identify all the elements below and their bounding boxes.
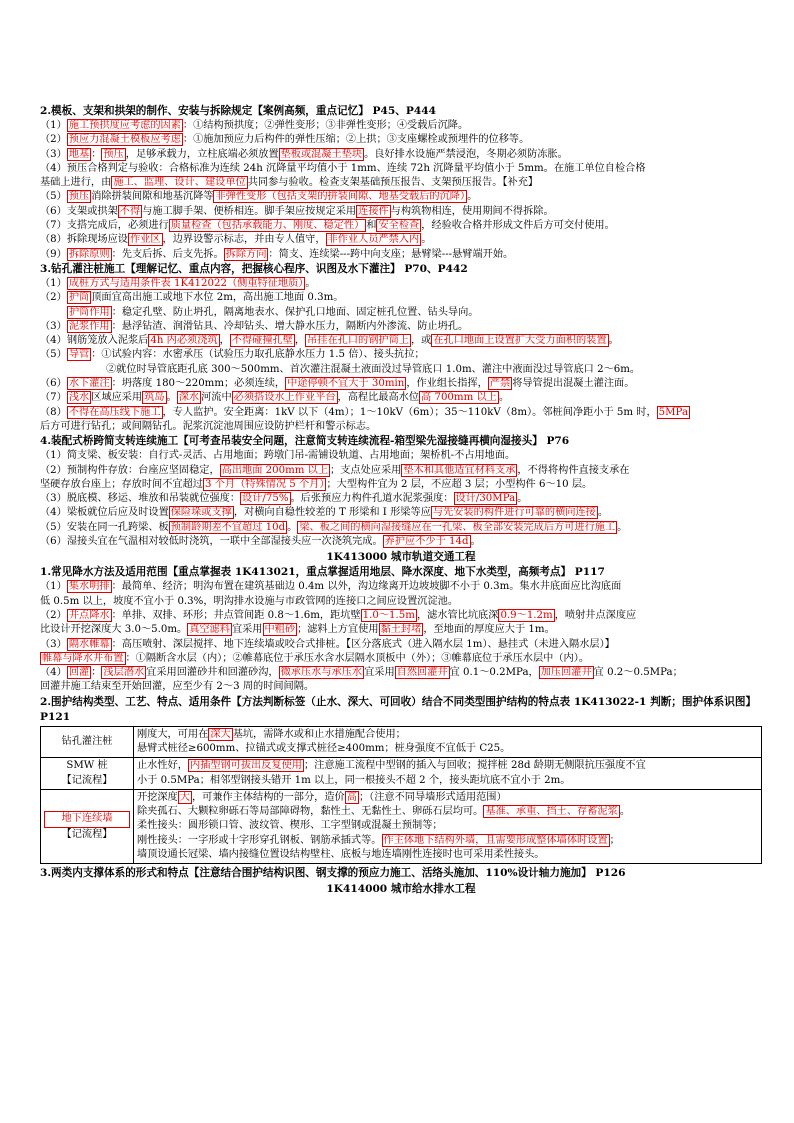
text-segment: （6）支架或拱架	[40, 205, 118, 217]
key-point-highlight: 黏土封堵	[380, 624, 422, 636]
key-point-highlight: 4h 内必须浇筑	[150, 335, 218, 347]
text-segment: （1）	[40, 277, 67, 289]
text-segment: 消除拼装间隙和地基沉降等	[91, 191, 214, 203]
text-line	[40, 406, 762, 420]
text-line	[40, 219, 762, 233]
text-line	[40, 391, 762, 405]
key-point-highlight: 不得在高压线下施工	[68, 406, 161, 418]
text-line	[40, 248, 762, 262]
text-segment: （7）	[40, 392, 67, 404]
section-title: 3.钻孔灌注桩施工【理解记忆、重点内容，把握核心程序、识图及水下灌注】 P70、P442	[40, 262, 468, 275]
text-segment: ：简支、连续梁---跨中向支座；悬臂梁---悬臂端开始。	[268, 248, 514, 260]
text-segment: 开挖深度	[137, 791, 178, 803]
key-point-highlight: 梁、板之间的横向湿接缝应在一孔梁、板全部安装完成后方可进行施工	[299, 521, 616, 533]
key-point-highlight: 作主体地下结构外墙，且需要形成整体墙体时设置	[383, 834, 608, 846]
text-line	[40, 377, 762, 391]
key-point-highlight: 在孔口地面上设置扩大受力面积的装置	[433, 335, 607, 347]
table-line	[137, 728, 758, 742]
key-point-highlight: 拆除方向	[225, 248, 267, 260]
text-segment: 宜 0.1～0.2MPa，	[449, 667, 539, 679]
key-point-highlight: 水下灌注	[68, 378, 110, 390]
key-point-highlight: 作业区	[129, 234, 161, 246]
key-point-highlight: 高 700mm 以上	[421, 392, 497, 404]
key-point-highlight: 微承压水与承压水	[280, 667, 363, 679]
text-segment: 宜 0.2～0.5MPa；	[593, 667, 683, 679]
text-segment: （9）	[40, 248, 67, 260]
key-point-highlight: 设计/30MPa	[455, 493, 516, 505]
key-point-highlight: 隔水帷幕	[68, 638, 110, 650]
text-segment: 基坑，需降水或和止水措施配合使用；	[232, 728, 406, 740]
table-line	[137, 742, 758, 756]
key-point-highlight: 连接件	[358, 205, 389, 217]
text-line	[40, 535, 762, 549]
text-segment: 将导管提出混凝土灌注面。	[512, 378, 635, 390]
key-point-highlight: 严禁	[489, 378, 511, 390]
text-segment: ，喷射井点深度应	[554, 609, 637, 621]
key-point-highlight: 大	[179, 791, 190, 803]
key-point-highlight: 非弹性变形（包括支架的拼装间隙、地基受载后的沉降）	[215, 191, 466, 203]
text-segment: 区域应采用	[91, 392, 143, 404]
text-segment: 。	[470, 536, 481, 548]
text-segment: （7）支搭完成后，必须进行	[40, 220, 169, 232]
table-line	[137, 819, 758, 833]
table-row-content	[134, 758, 762, 790]
text-line	[40, 190, 762, 204]
key-point-highlight: 垫板或混凝土垫块	[280, 148, 363, 160]
text-segment: 墙顶设通长冠梁、墙内接缝位置设结构壁柱、底板与地连墙刚性连接时也可采用柔性接头。	[137, 849, 545, 861]
text-segment: ，滤水管比坑底深	[416, 609, 499, 621]
chapter-heading: 1K413000 城市轨道交通工程	[326, 551, 476, 564]
text-segment: ；	[609, 834, 620, 846]
text-line	[40, 320, 762, 334]
text-segment: 。	[498, 392, 510, 404]
key-point-highlight: 不得碰撞孔壁	[231, 335, 293, 347]
text-segment: ：先支后拆、后支先拆。	[111, 248, 224, 260]
key-point-highlight: 加压回灌井	[540, 667, 592, 679]
table-line	[137, 759, 758, 773]
text-segment: 与施工脚手架、便桥相连。脚手架应按规定采用	[142, 205, 357, 217]
key-point-highlight: 预压	[68, 191, 90, 203]
key-point-highlight: 自然回灌井	[396, 667, 448, 679]
text-segment: 止水性好，	[137, 760, 188, 772]
key-point-highlight: 5MPa	[658, 406, 689, 418]
text-segment: 悬臂式桩径≥600mm、拉锚式或支撑式桩径≥400mm；桩身强度不宜低于 C25。	[137, 742, 511, 754]
table-row	[41, 789, 762, 863]
text-line	[40, 348, 762, 362]
text-segment: 。	[305, 277, 316, 289]
text-segment: 基础上进行，由	[40, 177, 112, 189]
key-point-highlight: 护筒	[68, 292, 90, 304]
text-segment: 。后张预应力构件孔道水泥浆强度：	[290, 493, 454, 505]
text-line: （4）预压合格判定与验收：合格标准为连续 24h 沉降量平均值小于 1mm、连续 72h 沉降量平均值小于 5mm。在施工单位自检合格	[40, 162, 646, 174]
text-segment: （2）预制构件存放：台座应坚固稳定，	[40, 464, 220, 476]
text-line: ②就位时导管底距孔底 300～500mm、首次灌注混凝土液面没过导管底口 1.0m、灌注中液面没过导管底口 2～6m。	[106, 363, 641, 375]
text-segment: ，至地面的厚度应大于 1m。	[423, 624, 555, 636]
text-segment: （1）	[40, 581, 67, 593]
text-segment: ：稳定孔壁、防止坍孔，隔离地表水、保护孔口地面、固定桩孔位置、钻头导向。	[111, 306, 479, 318]
section-title: 1.常见降水方法及适用范围【重点掌握表 1K413021，重点掌握适用地层、降水深度、地下水类型，高频考点】 P117	[40, 566, 605, 579]
table-row-content	[134, 726, 762, 758]
text-segment: ：坍落度 180～220mm；必须连续，	[111, 378, 286, 390]
key-point-highlight: 回灌	[68, 667, 90, 679]
text-line	[40, 176, 762, 190]
text-line	[40, 666, 762, 680]
key-point-highlight: 基准、承重、挡土、存蓄泥浆	[485, 806, 618, 818]
text-segment: （3）	[40, 148, 67, 160]
text-line: 低 0.5m 以上，坡度不宜小于 0.3%，明沟排水设施与市政管网的连接口之间应设置沉淀池。	[40, 595, 459, 607]
section-title: 2.模板、支架和拱架的制作、安装与拆除规定【案例高频，重点记忆】 P45、P444	[40, 105, 436, 117]
text-segment: ：①隔断含水层（内）；②帷幕底位于承压水含水层隔水顶板中（外）；③帷幕底位于承压水层中（内）。	[125, 652, 590, 664]
text-line	[40, 133, 762, 147]
text-segment: ；大型构件宜为 2 层，不应超 3 层；小型构件 6～10 层。	[326, 478, 593, 490]
text-line	[40, 334, 762, 348]
text-line: 回灌井施工结束至开始回灌，应至少有 2～3 周的时间间隔。	[40, 681, 315, 693]
text-segment: ，足够承载力，立柱底端必须放置	[125, 148, 279, 160]
key-point-highlight: 拆除原则	[68, 248, 110, 260]
text-segment: ，作业组长指挥，	[406, 378, 488, 390]
text-segment: （3）脱底模、移运、堆放和吊装就位强度：	[40, 493, 241, 505]
text-line	[40, 119, 762, 133]
key-point-highlight: 深大	[210, 728, 231, 740]
text-segment: 刚性接头：一字形或十字形穿孔钢板、钢筋承插式等。	[137, 834, 382, 846]
text-line	[40, 306, 762, 320]
text-segment: 共同参与验收。检查支架基础预压报告、支架预压报告。【补充】	[247, 177, 539, 189]
text-segment: ，专人监护。安全距离：1kV 以下（4m）；1～10kV（6m）；35～110kV（8m）。邻桩间净距小于 5m 时，	[162, 406, 657, 418]
text-segment: 。良好排水设施严禁浸泡，冬期必须防冻胀。	[364, 148, 568, 160]
text-segment: （3）	[40, 638, 67, 650]
text-line	[40, 652, 762, 666]
key-point-highlight: 养护应不少于 14d	[384, 536, 469, 548]
text-segment: ，可兼作主体结构的一部分，造价	[191, 791, 345, 803]
retaining-structure-table	[40, 726, 762, 865]
key-point-highlight: 泥浆作用	[68, 320, 110, 332]
structure-note: 【记流程】	[61, 774, 113, 786]
text-segment: ：高压喷射、深层搅拌、地下连续墙或咬合式排桩。【区分落底式（进入隔水层 1m）、悬挂式（未进入隔水层）】	[111, 638, 615, 650]
key-point-highlight: 0.9～1.2m	[500, 609, 553, 621]
key-point-highlight: 安全检查	[378, 220, 420, 232]
key-point-highlight: 必须搭设水上作业平台	[233, 392, 336, 404]
text-segment: ，或	[410, 335, 432, 347]
text-segment: ，	[219, 335, 230, 347]
key-point-highlight: 浅水	[68, 392, 90, 404]
text-segment: 宜采用	[231, 624, 263, 636]
text-segment: ，高程比最高水位	[337, 392, 420, 404]
text-segment: 和	[366, 220, 377, 232]
key-point-highlight: 井点降水	[68, 609, 110, 621]
text-segment: 宜采用回灌砂井和回灌砂沟，	[146, 667, 279, 679]
text-segment: ：①施加预应力后构件的弹性压缩；②上拱；③支座螺栓或预埋件的位移等。	[182, 134, 530, 146]
key-point-highlight: 非作业人员严禁入内	[327, 234, 420, 246]
text-segment: ；支点处应采用	[330, 464, 402, 476]
text-segment: （6）湿接头宜在气温相对较低时浇筑，一联中全部湿接头应一次浇筑完成。	[40, 536, 383, 548]
key-point-highlight: 施工、监理、设计、建设单位	[113, 177, 246, 189]
key-point-highlight: 深水	[178, 392, 200, 404]
key-point-highlight: 集水明排	[68, 581, 110, 593]
text-line	[40, 638, 762, 652]
text-segment: ：①试验内容：水密承压（试验压力取孔底静水压力 1.5 倍）、接头抗拉；	[91, 349, 425, 361]
text-segment: （3）	[40, 320, 67, 332]
text-line	[40, 277, 762, 291]
key-point-highlight: 护筒作用	[69, 306, 110, 318]
key-point-highlight: 筑岛	[144, 392, 165, 404]
key-point-highlight: 高	[346, 791, 357, 803]
text-line	[40, 233, 762, 247]
key-point-highlight: 质量检查（包括承载能力、刚度、稳定性）	[170, 220, 365, 232]
key-point-highlight: 预制龄期差不宜超过 10d	[170, 521, 286, 533]
text-segment: ，边界设警示标志，并由专人值守，	[162, 234, 326, 246]
key-point-highlight: 不得	[119, 205, 141, 217]
text-segment: （5）	[40, 349, 67, 361]
key-point-highlight: 吊挂在孔口的钢护筒上	[307, 335, 409, 347]
text-segment: 坚硬存放台座上；存放时间不宜超过	[40, 478, 203, 490]
text-segment: （8）	[40, 406, 67, 418]
key-point-highlight: 中途停顿不宜大于 30min	[287, 378, 405, 390]
text-segment: ：	[91, 148, 102, 160]
key-point-highlight: 帷幕与降水井布置	[42, 652, 124, 664]
text-segment: 。	[619, 806, 630, 818]
key-point-highlight: 高出地面 200mm 以上	[221, 464, 329, 476]
document-page	[40, 104, 762, 897]
key-point-highlight: 导管	[68, 349, 90, 361]
table-row-label	[41, 726, 134, 758]
text-segment: （4）	[40, 667, 67, 679]
key-point-highlight: 预压	[103, 148, 124, 160]
key-point-highlight: 浅层潜水	[103, 667, 145, 679]
text-segment: （5）	[40, 191, 67, 203]
table-row	[41, 726, 762, 758]
text-segment: 顶面宜高出施工或地下水位 2m，高出施工地面 0.3m。	[91, 292, 344, 304]
text-segment: ，	[294, 335, 306, 347]
text-line: （1）简支梁、板安装：自行式-灵活、占用地面；跨墩门吊-需铺设轨道、占用地面；架桥机-不占用地面。	[40, 450, 516, 462]
text-segment: 。	[517, 493, 528, 505]
structure-type: 钻孔灌注桩	[61, 735, 113, 747]
table-row-content	[134, 789, 762, 863]
table-line	[137, 791, 758, 805]
text-segment: （6）	[40, 378, 67, 390]
text-segment: （2）	[40, 134, 67, 146]
text-line	[40, 148, 762, 162]
key-point-highlight: 垫木和其他适宜材料支承	[403, 464, 516, 476]
text-segment: 宜采用	[364, 667, 395, 679]
text-segment: 比设计开挖深度大 3.0～5.0m。	[40, 624, 188, 636]
key-point-highlight: 1.0～1.5m	[362, 609, 415, 621]
table-line	[137, 774, 758, 788]
chapter-heading: 1K414000 城市给水排水工程	[326, 883, 476, 896]
structure-note: 【记流程】	[61, 828, 113, 840]
text-segment: 。	[617, 521, 628, 533]
text-line	[40, 464, 762, 478]
text-segment: 。	[608, 335, 619, 347]
text-segment: 。	[287, 521, 298, 533]
text-line	[40, 291, 762, 305]
key-point-highlight: 内插型钢可拔出反复使用	[189, 760, 302, 772]
text-segment: ；注意施工流程中型钢的插入与回收；搅拌桩 28d 龄期无侧限抗压强度不宜	[304, 760, 646, 772]
table-line	[137, 805, 758, 819]
text-segment: （1）	[40, 120, 67, 131]
key-point-highlight: 成桩方式与适用条件表 1K412022（侧重特征地质）	[68, 277, 304, 289]
text-line	[40, 623, 762, 637]
text-segment: （4）梁板就位后应及时设置	[40, 507, 169, 519]
text-segment: 刚度大，可用在	[137, 728, 209, 740]
text-segment: 与构筑物相连，使用期间不得拆除。	[390, 205, 554, 217]
text-segment: 。	[166, 392, 177, 404]
table-line	[137, 834, 758, 848]
text-segment: 。	[597, 507, 609, 519]
key-point-highlight: 中粗砂	[264, 624, 296, 636]
key-point-highlight: 预应力混凝土模板应考虑	[68, 134, 181, 146]
section-title: 3.两类内支撑体系的形式和特点【注意结合围护结构识图、钢支撑的预应力施工、活络头施加、110%设计轴力施加】 P126	[40, 867, 626, 880]
table-line	[137, 848, 758, 862]
text-segment: （4）钢筋笼放入泥浆后	[40, 335, 149, 347]
text-segment: 除夹孤石、大颗粒卵砾石等局部障碍物，黏性土、无黏性土、卵砾石层均可。	[137, 806, 484, 818]
text-line	[40, 478, 762, 492]
section-title: 4.装配式桥跨简支转连续施工【可考查吊装安全问题，注意简支转连续流程-箱型梁先湿接缝再横向湿接头】 P76	[40, 435, 570, 448]
text-segment: 河流中	[201, 392, 232, 404]
key-point-highlight: 与先安装的构件进行可靠的横向连接	[432, 507, 596, 519]
key-point-highlight: 设计/75%	[242, 493, 289, 505]
text-segment: （8）拆除现场应设	[40, 234, 128, 246]
text-segment: ：①结构预拱度；②弹性变形；③非弹性变形；④受载后沉降。	[182, 120, 469, 131]
text-segment: 小于 0.5MPa；相邻型钢接头错开 1m 以上，同一根接头不超 2 个，接头距坑底不宜小于 2m。	[137, 774, 571, 786]
text-segment: ，经验收合格并形成文件后方可交付使用。	[421, 220, 615, 232]
text-segment: 。	[421, 234, 432, 246]
text-segment: ；（注意不同导墙形式适用范围）	[358, 791, 507, 803]
table-row	[41, 758, 762, 790]
text-line	[40, 521, 762, 535]
key-point-highlight: 真空滤料	[189, 624, 230, 636]
text-segment: 柔性接头：圆形锁口管、波纹管、楔形、工字型钢或混凝土预制等；	[137, 820, 443, 832]
text-segment: ：悬浮钻渣、润滑钻具、冷却钻头、增大静水压力，隔断内外渗流、防止坍孔。	[111, 320, 469, 332]
structure-type: 地下连续墙	[44, 811, 130, 827]
table-row-label	[41, 789, 134, 863]
text-segment: ：	[91, 667, 102, 679]
key-point-highlight: 保险垛或支撑	[170, 507, 232, 519]
text-segment: （5）安装在同一孔跨梁、板	[40, 521, 169, 533]
section-title: 2.围护结构类型、工艺、特点、适用条件【方法判断标签（止水、深大、可回收）结合不同类型围护结构的特点表 1K413022-1 判断；围护体系识图】 P121	[40, 695, 757, 723]
text-line: 后方可进行钻孔；或间隔钻孔。泥浆沉淀池周围应设防护栏杆和警示标志。	[40, 420, 377, 432]
text-segment: （2）	[40, 609, 67, 621]
key-point-highlight: 地基	[68, 148, 90, 160]
key-point-highlight: 3 个月（特殊情况 5 个月）	[205, 478, 325, 490]
text-line	[40, 492, 762, 506]
text-segment: ，对横向自稳性较差的 T 形梁和 I 形梁等应	[233, 507, 431, 519]
text-segment: ：最简单、经济；明沟布置在建筑基础边 0.4m 以外，沟边缘离开边坡坡脚不小于 0.3m。集水井底面应比沟底面	[111, 581, 622, 593]
text-segment: ，不得将构件直接支承在	[517, 464, 630, 476]
text-segment: 。	[467, 191, 478, 203]
text-segment: ：单排、双排、环形；井点管间距 0.8～1.6m，距坑壁	[111, 609, 361, 621]
text-line	[40, 506, 762, 520]
text-line	[40, 609, 762, 623]
text-segment: （2）	[40, 292, 67, 304]
structure-type: SMW 桩	[66, 760, 108, 772]
key-point-highlight: 施工预拱度应考虑的因素	[68, 120, 181, 131]
text-line	[40, 580, 762, 594]
text-line	[40, 205, 762, 219]
table-row-label	[41, 758, 134, 790]
text-segment: ；滤料上方宜使用	[297, 624, 379, 636]
